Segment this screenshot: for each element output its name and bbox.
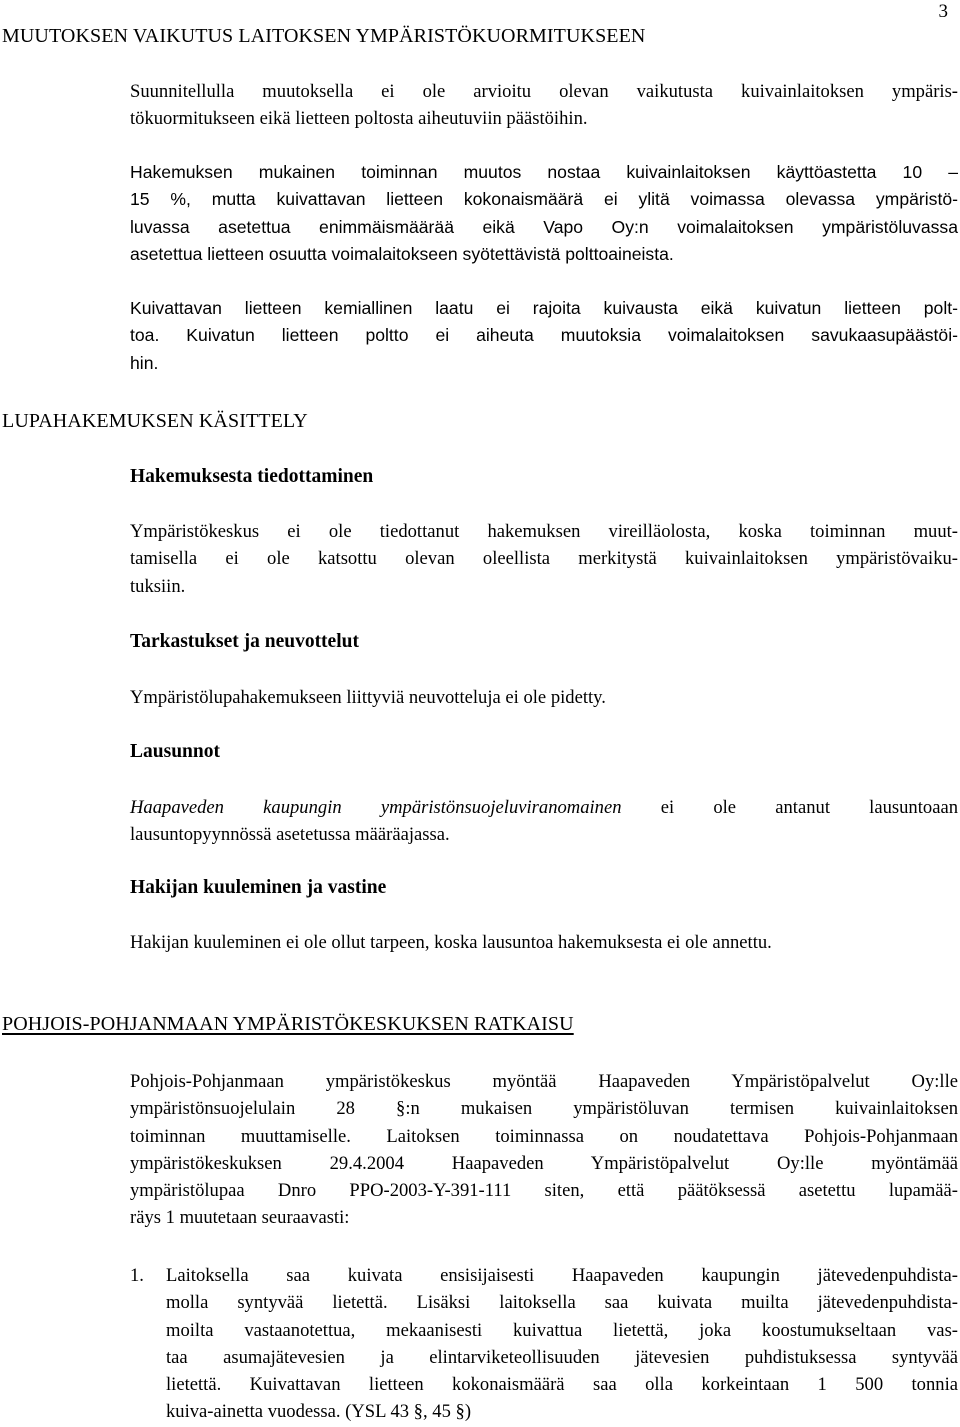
section-title-muutos: MUUTOKSEN VAIKUTUS LAITOKSEN YMPÄRISTÖKUORMITUKSEEN xyxy=(2,25,646,47)
text-line: ympäristökeskuksen 29.4.2004 Haapaveden Ympäristöpalvelut Oy:lle myöntämää xyxy=(130,1152,958,1174)
text-line: molla syntyvää lietettä. Lisäksi laitoksella saa kuivata muilta jätevedenpuhdista- xyxy=(166,1292,958,1314)
text-line: lausuntopyynnössä asetetussa määräajassa. xyxy=(130,824,450,846)
text-line: tuksiin. xyxy=(130,575,186,597)
list-marker: 1. xyxy=(130,1265,144,1286)
text-line: tamisella ei ole katsottu olevan oleellista merkitystä kuivainlaitoksen ympäristövaiku- xyxy=(130,548,958,570)
text-line: räys 1 muutetaan seuraavasti: xyxy=(130,1207,350,1229)
text-line: hin. xyxy=(130,352,159,373)
text-fragment: ei ole antanut lausuntoaan xyxy=(660,797,958,818)
paragraph-ratkaisu-intro xyxy=(130,1068,958,1232)
paragraph-tarkastukset xyxy=(130,684,958,711)
paragraph-kuuleminen xyxy=(130,929,958,956)
text-line: Hakijan kuuleminen ei ole ollut tarpeen, koska lausuntoa hakemuksesta ei ole annettu. xyxy=(130,932,772,953)
text-line: taa asumajätevesien ja elintarviketeollisuuden jätevesien puhdistuksessa syntyvää xyxy=(166,1346,958,1368)
page-number: 3 xyxy=(938,1,948,22)
subheading-lausunnot: Lausunnot xyxy=(130,741,220,762)
text-line: Ympäristölupahakemukseen liittyviä neuvotteluja ei ole pidetty. xyxy=(130,687,606,708)
paragraph-muutos-2 xyxy=(130,159,958,268)
section-title-ratkaisu: POHJOIS-POHJANMAAN YMPÄRISTÖKESKUKSEN RATKAISU xyxy=(2,1013,574,1035)
text-line: moilta vastaanotettua, mekaanisesti kuivattua lietettä, joka koostumukseltaan vas- xyxy=(166,1319,958,1341)
text-line: ympäristönsuojelulain 28 §:n mukaisen ympäristöluvan termisen kuivainlaitoksen xyxy=(130,1098,958,1120)
text-line: Ympäristökeskus ei ole tiedottanut hakemuksen vireilläolosta, koska toiminnan muut- xyxy=(130,521,958,542)
paragraph-tiedottaminen xyxy=(130,518,958,600)
text-line: Laitoksella saa kuivata ensisijaisesti Haapaveden kaupungin jätevedenpuhdista- xyxy=(166,1265,958,1286)
text-line xyxy=(130,794,958,821)
text-line: tökuormitukseen eikä lietteen poltosta aiheutuviin päästöihin. xyxy=(130,108,588,130)
section-title-kasittely: LUPAHAKEMUKSEN KÄSITTELY xyxy=(2,410,308,432)
text-line: Hakemuksen mukainen toiminnan muutos nostaa kuivainlaitoksen käyttöastetta 10 – xyxy=(130,162,958,182)
list-item-text xyxy=(166,1262,958,1426)
text-line: luvassa asetettua enimmäismäärää eikä Vapo Oy:n voimalaitoksen ympäristöluvassa xyxy=(130,216,958,237)
subheading-tarkastukset: Tarkastukset ja neuvottelut xyxy=(130,631,359,652)
paragraph-muutos-1 xyxy=(130,78,958,133)
authority-name: Haapaveden kaupungin ympäristönsuojeluviranomainen xyxy=(130,797,622,818)
text-line: kuiva-ainetta vuodessa. (YSL 43 §, 45 §) xyxy=(166,1401,472,1423)
text-line: toa. Kuivatun lietteen poltto ei aiheuta muutoksia voimalaitoksen savukaasupäästöi- xyxy=(130,325,958,346)
paragraph-muutos-3 xyxy=(130,295,958,377)
text-line: Suunnitellulla muutoksella ei ole arvioitu olevan vaikutusta kuivainlaitoksen ympäris- xyxy=(130,81,958,102)
text-line: toiminnan muuttamiselle. Laitoksen toiminnassa on noudatettava Pohjois-Pohjanmaan xyxy=(130,1125,958,1147)
text-line: 15 %, mutta kuivattavan lietteen kokonaismäärä ei ylitä voimassa olevassa ympäristö- xyxy=(130,189,958,210)
paragraph-lausunnot xyxy=(130,794,958,849)
subheading-tiedottaminen: Hakemuksesta tiedottaminen xyxy=(130,466,374,487)
list-item xyxy=(130,1262,958,1426)
text-line: Pohjois-Pohjanmaan ympäristökeskus myöntää Haapaveden Ympäristöpalvelut Oy:lle xyxy=(130,1071,958,1092)
text-line: asetettua lietteen osuutta voimalaitokseen syötettävistä polttoaineista. xyxy=(130,243,674,264)
subheading-kuuleminen: Hakijan kuuleminen ja vastine xyxy=(130,877,387,898)
text-line: Kuivattavan lietteen kemiallinen laatu ei rajoita kuivausta eikä kuivatun lietteen polt- xyxy=(130,298,958,318)
text-line: lietettä. Kuivattavan lietteen kokonaismäärä saa olla korkeintaan 1 500 tonnia xyxy=(166,1374,958,1396)
text-line: ympäristölupaa Dnro PPO-2003-Y-391-111 siten, että päätöksessä asetettu lupamää- xyxy=(130,1180,958,1202)
